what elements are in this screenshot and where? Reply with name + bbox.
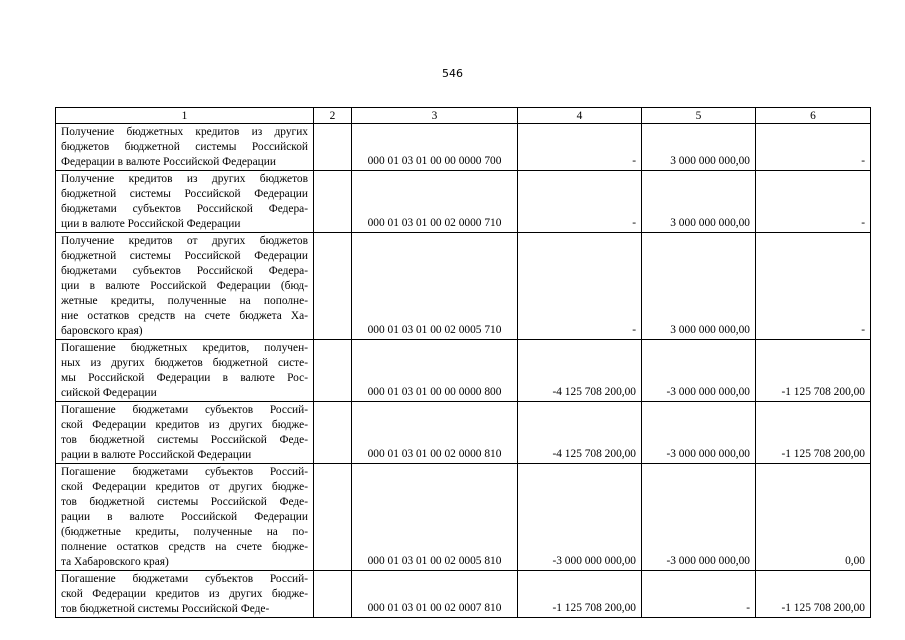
page-number: 546 [442, 67, 463, 80]
row-value-6-cell: - [756, 124, 871, 171]
header-col-4: 4 [518, 108, 642, 124]
table-header [56, 108, 871, 124]
row-value-5-cell: -3 000 000 000,00 [642, 402, 756, 464]
row-name-line: тов бюджетной системы Российской Феде- [61, 496, 308, 508]
row-name-line: тов бюджетной системы Российской Феде- [61, 603, 270, 615]
row-name-line: бюджетами субъектов Российской Федера- [61, 265, 308, 277]
header-col-6: 6 [756, 108, 871, 124]
row-value-6-cell: - [756, 171, 871, 233]
row-value-5-cell: -3 000 000 000,00 [642, 464, 756, 571]
header-col-1: 1 [56, 108, 314, 124]
row-name-line: ных из других бюджетов бюджетной систе- [61, 357, 308, 369]
row-col2-cell [314, 233, 352, 340]
row-name-line: ние остатков средств на счете бюджета Ха- [61, 310, 308, 322]
row-value-6-cell: -1 125 708 200,00 [756, 571, 871, 618]
row-col2-cell [314, 171, 352, 233]
row-name-line: Погашение бюджетных кредитов, получен- [61, 342, 308, 354]
budget-sources-table [55, 107, 871, 618]
row-name-line: полнение остатков средств на счете бюдже- [61, 541, 308, 553]
row-value-5-cell: 3 000 000 000,00 [642, 233, 756, 340]
header-row [56, 108, 871, 124]
table-row [56, 124, 871, 171]
row-value-5-cell: 3 000 000 000,00 [642, 124, 756, 171]
row-value-5-cell: -3 000 000 000,00 [642, 340, 756, 402]
row-name-line: Федерации в валюте Российской Федерации [61, 156, 276, 168]
row-name-cell [56, 233, 314, 340]
row-name-line: Погашение бюджетами субъектов Россий- [61, 573, 308, 585]
row-value-4-cell: -4 125 708 200,00 [518, 340, 642, 402]
row-name-line: Погашение бюджетами субъектов Россий- [61, 404, 308, 416]
row-col2-cell [314, 402, 352, 464]
row-value-5-cell: 3 000 000 000,00 [642, 171, 756, 233]
row-name-cell [56, 340, 314, 402]
row-name-line: ции в валюте Российской Федерации [61, 218, 241, 230]
row-value-4-cell: -4 125 708 200,00 [518, 402, 642, 464]
row-name-cell [56, 124, 314, 171]
row-name-line: тов бюджетной системы Российской Феде- [61, 434, 308, 446]
row-name-line: ции в валюте Российской Федерации (бюд- [61, 280, 308, 292]
row-name-line: бюджетной системы Российской Федерации [61, 250, 308, 262]
row-code-cell: 000 01 03 01 00 02 0000 810 [352, 402, 518, 464]
table-row [56, 571, 871, 618]
header-col-5: 5 [642, 108, 756, 124]
row-name-line: ской Федерации кредитов из других бюдже- [61, 419, 308, 431]
row-value-5-cell: - [642, 571, 756, 618]
row-name-cell [56, 171, 314, 233]
row-name-line: бюджетов бюджетной системы Российской [61, 141, 308, 153]
row-name-cell [56, 402, 314, 464]
row-name-line: баровского края) [61, 325, 143, 337]
row-code-cell: 000 01 03 01 00 02 0005 710 [352, 233, 518, 340]
row-name-line: бюджетами субъектов Российской Федера- [61, 203, 308, 215]
row-value-6-cell: - [756, 233, 871, 340]
row-name-line: Погашение бюджетами субъектов Россий- [61, 466, 308, 478]
row-name-line: (бюджетные кредиты, полученные на по- [61, 526, 308, 538]
row-name-line: жетные кредиты, полученные на пополне- [61, 295, 308, 307]
row-name-cell [56, 464, 314, 571]
row-code-cell: 000 01 03 01 00 02 0007 810 [352, 571, 518, 618]
row-name-line: Получение кредитов от других бюджетов [61, 235, 308, 247]
row-name-line: сийской Федерации [61, 387, 157, 399]
row-code-cell: 000 01 03 01 00 02 0000 710 [352, 171, 518, 233]
table-body [56, 124, 871, 618]
row-name-cell [56, 571, 314, 618]
table-row [56, 464, 871, 571]
header-col-2: 2 [314, 108, 352, 124]
row-name-line: рации в валюте Российской Федерации [61, 449, 252, 461]
row-name-line: мы Российской Федерации в валюте Рос- [61, 372, 308, 384]
row-col2-cell [314, 571, 352, 618]
row-name-line: рации в валюте Российской Федерации [61, 511, 308, 523]
row-col2-cell [314, 124, 352, 171]
row-name-line: Получение бюджетных кредитов из других [61, 126, 308, 138]
table-row [56, 233, 871, 340]
row-value-4-cell: -1 125 708 200,00 [518, 571, 642, 618]
row-value-6-cell: -1 125 708 200,00 [756, 340, 871, 402]
table-row [56, 171, 871, 233]
row-name-line: ской Федерации кредитов из других бюдже- [61, 588, 308, 600]
row-code-cell: 000 01 03 01 00 02 0005 810 [352, 464, 518, 571]
row-name-line: Получение кредитов из других бюджетов [61, 173, 308, 185]
row-code-cell: 000 01 03 01 00 00 0000 800 [352, 340, 518, 402]
row-value-4-cell: - [518, 233, 642, 340]
row-name-line: та Хабаровского края) [61, 556, 169, 568]
row-value-4-cell: -3 000 000 000,00 [518, 464, 642, 571]
row-value-4-cell: - [518, 171, 642, 233]
row-value-4-cell: - [518, 124, 642, 171]
row-name-line: бюджетной системы Российской Федерации [61, 188, 308, 200]
row-value-6-cell: 0,00 [756, 464, 871, 571]
table-row [56, 340, 871, 402]
row-value-6-cell: -1 125 708 200,00 [756, 402, 871, 464]
row-col2-cell [314, 340, 352, 402]
row-code-cell: 000 01 03 01 00 00 0000 700 [352, 124, 518, 171]
row-name-line: ской Федерации кредитов от других бюдже- [61, 481, 308, 493]
header-col-3: 3 [352, 108, 518, 124]
table-row [56, 402, 871, 464]
row-col2-cell [314, 464, 352, 571]
